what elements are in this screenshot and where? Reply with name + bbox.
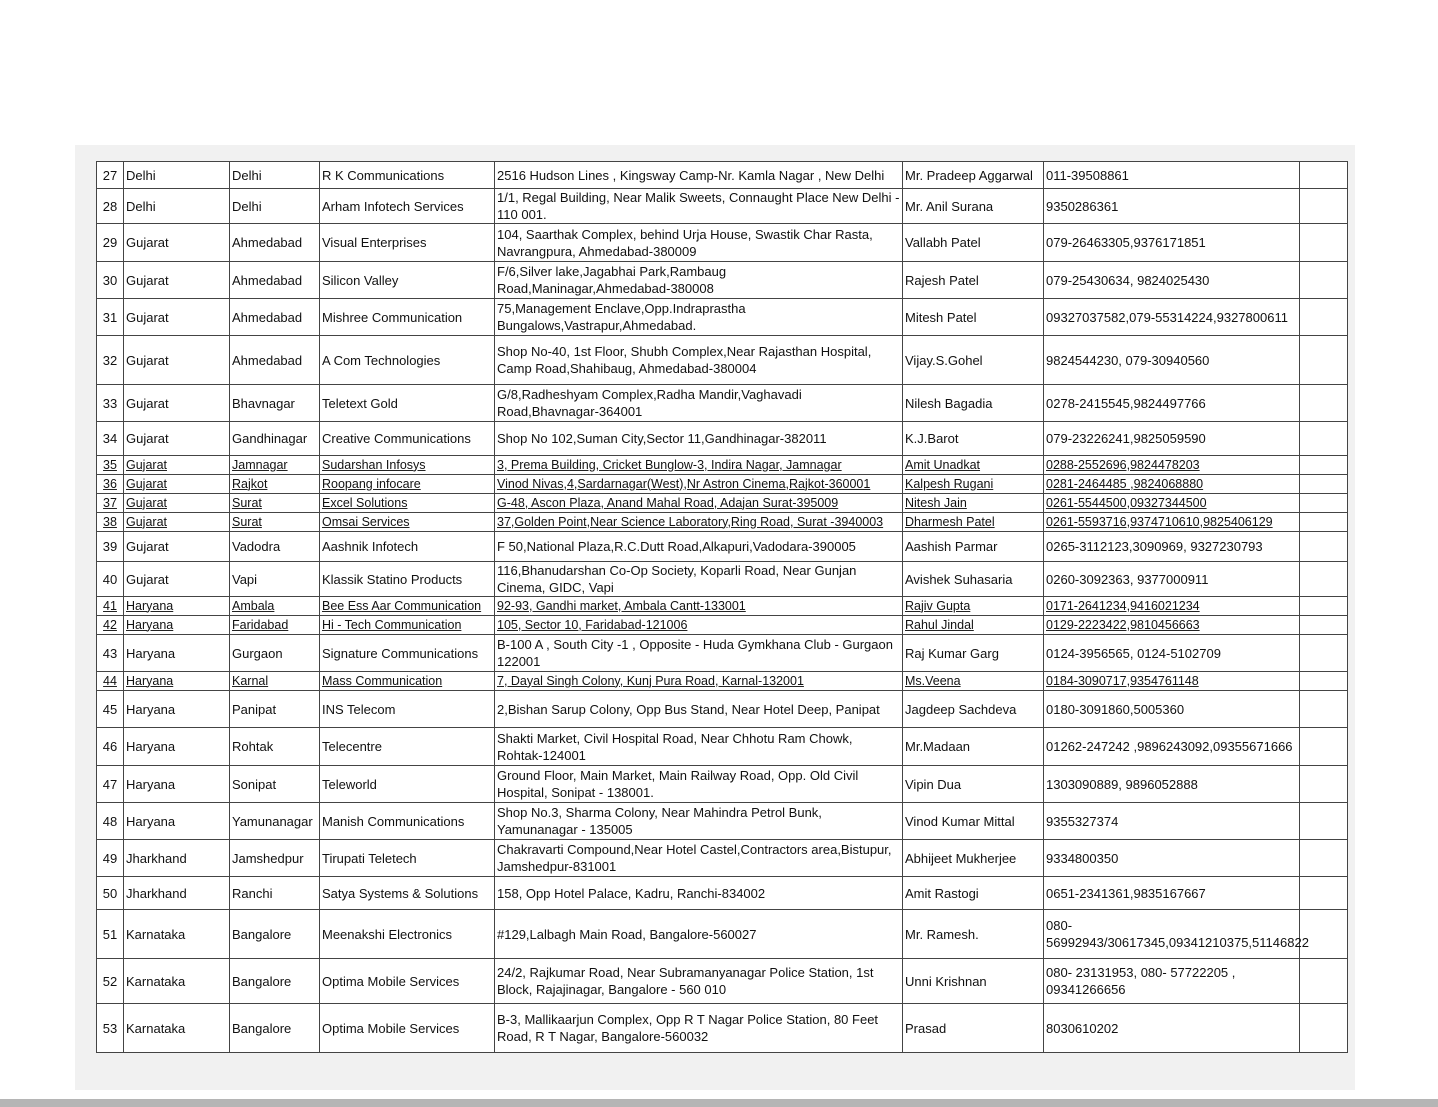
cell-city: Vadodra (230, 532, 320, 562)
cell-address: Ground Floor, Main Market, Main Railway Road, Opp. Old Civil Hospital, Sonipat - 138001. (495, 766, 903, 803)
cell-address: 104, Saarthak Complex, behind Urja House, Swastik Char Rasta, Navrangpura, Ahmedabad-380009 (495, 224, 903, 262)
table-row (97, 385, 1348, 422)
cell-no: 53 (97, 1004, 124, 1053)
cell-state: Gujarat (124, 224, 230, 262)
cell-contact: K.J.Barot (903, 422, 1044, 456)
cell-city: Ranchi (230, 877, 320, 910)
cell-address: G/8,Radheshyam Complex,Radha Mandir,Vaghavadi Road,Bhavnagar-364001 (495, 385, 903, 422)
cell-phone: 8030610202 (1044, 1004, 1300, 1053)
cell-phone: 0261-5544500,09327344500 (1044, 494, 1300, 513)
cell-dealer: Signature Communications (320, 635, 495, 672)
cell-extra (1300, 532, 1348, 562)
cell-state: Gujarat (124, 456, 230, 475)
table-row (97, 456, 1348, 475)
cell-extra (1300, 1004, 1348, 1053)
table-row (97, 162, 1348, 189)
cell-dealer: INS Telecom (320, 691, 495, 728)
table-row (97, 299, 1348, 336)
cell-extra (1300, 494, 1348, 513)
cell-contact: Jagdeep Sachdeva (903, 691, 1044, 728)
cell-no: 51 (97, 910, 124, 959)
cell-state: Haryana (124, 635, 230, 672)
table-row (97, 562, 1348, 597)
table-row (97, 840, 1348, 877)
cell-city: Ahmedabad (230, 224, 320, 262)
cell-city: Karnal (230, 672, 320, 691)
table-row (97, 475, 1348, 494)
cell-address: Shop No.3, Sharma Colony, Near Mahindra Petrol Bunk, Yamunanagar - 135005 (495, 803, 903, 840)
cell-dealer: Optima Mobile Services (320, 1004, 495, 1053)
viewer-bottom-bar (0, 1099, 1438, 1107)
cell-no: 38 (97, 513, 124, 532)
table-row (97, 691, 1348, 728)
cell-city: Sonipat (230, 766, 320, 803)
dealer-directory-table (96, 161, 1348, 1053)
cell-dealer: Excel Solutions (320, 494, 495, 513)
table-row (97, 635, 1348, 672)
cell-extra (1300, 635, 1348, 672)
cell-phone: 0288-2552696,9824478203 (1044, 456, 1300, 475)
cell-no: 28 (97, 189, 124, 224)
cell-address: F 50,National Plaza,R.C.Dutt Road,Alkapuri,Vadodara-390005 (495, 532, 903, 562)
cell-city: Jamshedpur (230, 840, 320, 877)
cell-address: 3, Prema Building, Cricket Bunglow-3, Indira Nagar, Jamnagar (495, 456, 903, 475)
cell-no: 36 (97, 475, 124, 494)
cell-contact: Mr.Madaan (903, 728, 1044, 766)
cell-dealer: Satya Systems & Solutions (320, 877, 495, 910)
cell-address: G-48, Ascon Plaza, Anand Mahal Road, Adajan Surat-395009 (495, 494, 903, 513)
cell-no: 31 (97, 299, 124, 336)
table-row (97, 959, 1348, 1004)
cell-dealer: Teletext Gold (320, 385, 495, 422)
cell-extra (1300, 456, 1348, 475)
cell-address: Vinod Nivas,4,Sardarnagar(West),Nr Astron Cinema,Rajkot-360001 (495, 475, 903, 494)
cell-contact: Kalpesh Rugani (903, 475, 1044, 494)
cell-state: Gujarat (124, 385, 230, 422)
cell-address: 2516 Hudson Lines , Kingsway Camp-Nr. Kamla Nagar , New Delhi (495, 162, 903, 189)
cell-phone: 1303090889, 9896052888 (1044, 766, 1300, 803)
cell-phone: 0124-3956565, 0124-5102709 (1044, 635, 1300, 672)
cell-extra (1300, 224, 1348, 262)
cell-phone: 9824544230, 079-30940560 (1044, 336, 1300, 385)
cell-contact: Prasad (903, 1004, 1044, 1053)
cell-address: Shop No-40, 1st Floor, Shubh Complex,Near Rajasthan Hospital, Camp Road,Shahibaug, Ahmedabad-380004 (495, 336, 903, 385)
cell-phone: 080-56992943/30617345,09341210375,51146822 (1044, 910, 1300, 959)
cell-dealer: Meenakshi Electronics (320, 910, 495, 959)
cell-state: Gujarat (124, 299, 230, 336)
cell-dealer: Visual Enterprises (320, 224, 495, 262)
table-row (97, 224, 1348, 262)
cell-extra (1300, 877, 1348, 910)
cell-extra (1300, 728, 1348, 766)
cell-state: Jharkhand (124, 877, 230, 910)
cell-contact: Vallabh Patel (903, 224, 1044, 262)
cell-no: 33 (97, 385, 124, 422)
table-row (97, 513, 1348, 532)
cell-no: 37 (97, 494, 124, 513)
cell-dealer: R K Communications (320, 162, 495, 189)
cell-state: Karnataka (124, 910, 230, 959)
cell-phone: 080- 23131953, 080- 57722205 , 09341266656 (1044, 959, 1300, 1004)
cell-phone: 079-26463305,9376171851 (1044, 224, 1300, 262)
cell-contact: Unni Krishnan (903, 959, 1044, 1004)
cell-extra (1300, 672, 1348, 691)
cell-phone: 011-39508861 (1044, 162, 1300, 189)
cell-extra (1300, 336, 1348, 385)
cell-phone: 9355327374 (1044, 803, 1300, 840)
cell-phone: 0129-2223422,9810456663 (1044, 616, 1300, 635)
cell-contact: Rahul Jindal (903, 616, 1044, 635)
cell-state: Gujarat (124, 562, 230, 597)
table-row (97, 189, 1348, 224)
cell-city: Vapi (230, 562, 320, 597)
table-row (97, 672, 1348, 691)
cell-no: 48 (97, 803, 124, 840)
cell-extra (1300, 766, 1348, 803)
cell-state: Karnataka (124, 959, 230, 1004)
table-body (97, 162, 1348, 1053)
cell-city: Bangalore (230, 910, 320, 959)
cell-city: Ambala (230, 597, 320, 616)
cell-dealer: Roopang infocare (320, 475, 495, 494)
cell-state: Haryana (124, 803, 230, 840)
cell-contact: Vinod Kumar Mittal (903, 803, 1044, 840)
cell-contact: Mr. Ramesh. (903, 910, 1044, 959)
cell-dealer: Manish Communications (320, 803, 495, 840)
cell-no: 46 (97, 728, 124, 766)
cell-state: Delhi (124, 189, 230, 224)
cell-dealer: Silicon Valley (320, 262, 495, 299)
cell-extra (1300, 562, 1348, 597)
cell-state: Gujarat (124, 475, 230, 494)
cell-contact: Rajiv Gupta (903, 597, 1044, 616)
cell-phone: 079-23226241,9825059590 (1044, 422, 1300, 456)
cell-phone: 0281-2464485 ,9824068880 (1044, 475, 1300, 494)
cell-city: Delhi (230, 162, 320, 189)
cell-address: 37,Golden Point,Near Science Laboratory,Ring Road, Surat -3940003 (495, 513, 903, 532)
cell-dealer: Mass Communication (320, 672, 495, 691)
cell-dealer: Creative Communications (320, 422, 495, 456)
cell-dealer: Optima Mobile Services (320, 959, 495, 1004)
cell-contact: Nilesh Bagadia (903, 385, 1044, 422)
cell-contact: Avishek Suhasaria (903, 562, 1044, 597)
cell-contact: Nitesh Jain (903, 494, 1044, 513)
cell-address: 92-93, Gandhi market, Ambala Cantt-133001 (495, 597, 903, 616)
cell-phone: 0184-3090717,9354761148 (1044, 672, 1300, 691)
cell-no: 45 (97, 691, 124, 728)
cell-contact: Mr. Pradeep Aggarwal (903, 162, 1044, 189)
cell-extra (1300, 385, 1348, 422)
cell-extra (1300, 475, 1348, 494)
cell-phone: 0278-2415545,9824497766 (1044, 385, 1300, 422)
cell-extra (1300, 189, 1348, 224)
cell-address: #129,Lalbagh Main Road, Bangalore-560027 (495, 910, 903, 959)
cell-city: Gurgaon (230, 635, 320, 672)
cell-extra (1300, 597, 1348, 616)
cell-city: Panipat (230, 691, 320, 728)
cell-contact: Amit Rastogi (903, 877, 1044, 910)
cell-extra (1300, 840, 1348, 877)
cell-address: B-100 A , South City -1 , Opposite - Huda Gymkhana Club - Gurgaon 122001 (495, 635, 903, 672)
cell-dealer: Sudarshan Infosys (320, 456, 495, 475)
cell-extra (1300, 910, 1348, 959)
cell-state: Gujarat (124, 422, 230, 456)
cell-extra (1300, 262, 1348, 299)
cell-extra (1300, 691, 1348, 728)
cell-no: 27 (97, 162, 124, 189)
cell-dealer: Klassik Statino Products (320, 562, 495, 597)
cell-contact: Amit Unadkat (903, 456, 1044, 475)
cell-phone: 0260-3092363, 9377000911 (1044, 562, 1300, 597)
cell-phone: 0180-3091860,5005360 (1044, 691, 1300, 728)
cell-address: 116,Bhanudarshan Co-Op Society, Koparli Road, Near Gunjan Cinema, GIDC, Vapi (495, 562, 903, 597)
cell-contact: Ms.Veena (903, 672, 1044, 691)
table-row (97, 766, 1348, 803)
cell-no: 44 (97, 672, 124, 691)
cell-phone: 09327037582,079-55314224,9327800611 (1044, 299, 1300, 336)
cell-address: Shop No 102,Suman City,Sector 11,Gandhinagar-382011 (495, 422, 903, 456)
cell-address: Shakti Market, Civil Hospital Road, Near Chhotu Ram Chowk, Rohtak-124001 (495, 728, 903, 766)
cell-no: 35 (97, 456, 124, 475)
cell-city: Yamunanagar (230, 803, 320, 840)
cell-extra (1300, 422, 1348, 456)
cell-address: 2,Bishan Sarup Colony, Opp Bus Stand, Near Hotel Deep, Panipat (495, 691, 903, 728)
table-row (97, 910, 1348, 959)
cell-city: Rohtak (230, 728, 320, 766)
cell-state: Gujarat (124, 494, 230, 513)
cell-contact: Mitesh Patel (903, 299, 1044, 336)
cell-no: 43 (97, 635, 124, 672)
cell-no: 29 (97, 224, 124, 262)
cell-contact: Aashish Parmar (903, 532, 1044, 562)
cell-phone: 0651-2341361,9835167667 (1044, 877, 1300, 910)
cell-phone: 9350286361 (1044, 189, 1300, 224)
table-row (97, 262, 1348, 299)
cell-address: 7, Dayal Singh Colony, Kunj Pura Road, Karnal-132001 (495, 672, 903, 691)
cell-address: F/6,Silver lake,Jagabhai Park,Rambaug Road,Maninagar,Ahmedabad-380008 (495, 262, 903, 299)
cell-state: Jharkhand (124, 840, 230, 877)
cell-dealer: Tirupati Teletech (320, 840, 495, 877)
cell-city: Surat (230, 494, 320, 513)
cell-state: Gujarat (124, 262, 230, 299)
table-row (97, 532, 1348, 562)
table-row (97, 494, 1348, 513)
cell-dealer: Mishree Communication (320, 299, 495, 336)
cell-state: Haryana (124, 728, 230, 766)
cell-city: Ahmedabad (230, 299, 320, 336)
cell-dealer: Bee Ess Aar Communication (320, 597, 495, 616)
cell-address: 105, Sector 10, Faridabad-121006 (495, 616, 903, 635)
cell-city: Jamnagar (230, 456, 320, 475)
cell-contact: Vipin Dua (903, 766, 1044, 803)
cell-city: Delhi (230, 189, 320, 224)
cell-contact: Raj Kumar Garg (903, 635, 1044, 672)
cell-extra (1300, 803, 1348, 840)
cell-no: 50 (97, 877, 124, 910)
cell-extra (1300, 959, 1348, 1004)
cell-city: Surat (230, 513, 320, 532)
cell-no: 30 (97, 262, 124, 299)
cell-dealer: Omsai Services (320, 513, 495, 532)
cell-no: 42 (97, 616, 124, 635)
cell-phone: 9334800350 (1044, 840, 1300, 877)
cell-no: 32 (97, 336, 124, 385)
cell-city: Rajkot (230, 475, 320, 494)
cell-state: Gujarat (124, 336, 230, 385)
cell-city: Ahmedabad (230, 262, 320, 299)
table-row (97, 336, 1348, 385)
cell-dealer: A Com Technologies (320, 336, 495, 385)
cell-dealer: Aashnik Infotech (320, 532, 495, 562)
cell-contact: Abhijeet Mukherjee (903, 840, 1044, 877)
cell-state: Haryana (124, 672, 230, 691)
cell-address: Chakravarti Compound,Near Hotel Castel,Contractors area,Bistupur, Jamshedpur-831001 (495, 840, 903, 877)
cell-state: Gujarat (124, 532, 230, 562)
cell-dealer: Teleworld (320, 766, 495, 803)
cell-address: 1/1, Regal Building, Near Malik Sweets, Connaught Place New Delhi - 110 001. (495, 189, 903, 224)
cell-city: Ahmedabad (230, 336, 320, 385)
cell-phone: 0265-3112123,3090969, 9327230793 (1044, 532, 1300, 562)
cell-no: 40 (97, 562, 124, 597)
cell-phone: 0171-2641234,9416021234 (1044, 597, 1300, 616)
cell-no: 34 (97, 422, 124, 456)
cell-state: Gujarat (124, 513, 230, 532)
cell-contact: Dharmesh Patel (903, 513, 1044, 532)
cell-phone: 079-25430634, 9824025430 (1044, 262, 1300, 299)
cell-address: B-3, Mallikaarjun Complex, Opp R T Nagar Police Station, 80 Feet Road, R T Nagar, Bangalore-560032 (495, 1004, 903, 1053)
table-row (97, 1004, 1348, 1053)
cell-no: 39 (97, 532, 124, 562)
cell-dealer: Telecentre (320, 728, 495, 766)
cell-state: Karnataka (124, 1004, 230, 1053)
cell-city: Bangalore (230, 959, 320, 1004)
cell-phone: 0261-5593716,9374710610,9825406129 (1044, 513, 1300, 532)
cell-city: Bhavnagar (230, 385, 320, 422)
cell-no: 52 (97, 959, 124, 1004)
cell-state: Haryana (124, 766, 230, 803)
cell-contact: Vijay.S.Gohel (903, 336, 1044, 385)
cell-extra (1300, 299, 1348, 336)
cell-contact: Rajesh Patel (903, 262, 1044, 299)
cell-state: Haryana (124, 691, 230, 728)
table-row (97, 616, 1348, 635)
cell-extra (1300, 616, 1348, 635)
cell-state: Haryana (124, 616, 230, 635)
cell-phone: 01262-247242 ,9896243092,09355671666 (1044, 728, 1300, 766)
table-row (97, 597, 1348, 616)
table-row (97, 728, 1348, 766)
cell-state: Delhi (124, 162, 230, 189)
cell-no: 49 (97, 840, 124, 877)
cell-extra (1300, 513, 1348, 532)
cell-address: 75,Management Enclave,Opp.Indraprastha Bungalows,Vastrapur,Ahmedabad. (495, 299, 903, 336)
cell-contact: Mr. Anil Surana (903, 189, 1044, 224)
cell-extra (1300, 162, 1348, 189)
cell-no: 47 (97, 766, 124, 803)
cell-state: Haryana (124, 597, 230, 616)
cell-city: Gandhinagar (230, 422, 320, 456)
table-row (97, 877, 1348, 910)
table-row (97, 803, 1348, 840)
cell-dealer: Arham Infotech Services (320, 189, 495, 224)
table-row (97, 422, 1348, 456)
cell-city: Bangalore (230, 1004, 320, 1053)
cell-address: 24/2, Rajkumar Road, Near Subramanyanagar Police Station, 1st Block, Rajajinagar, Bangalore - 560 010 (495, 959, 903, 1004)
cell-no: 41 (97, 597, 124, 616)
cell-dealer: Hi - Tech Communication (320, 616, 495, 635)
cell-address: 158, Opp Hotel Palace, Kadru, Ranchi-834002 (495, 877, 903, 910)
cell-city: Faridabad (230, 616, 320, 635)
